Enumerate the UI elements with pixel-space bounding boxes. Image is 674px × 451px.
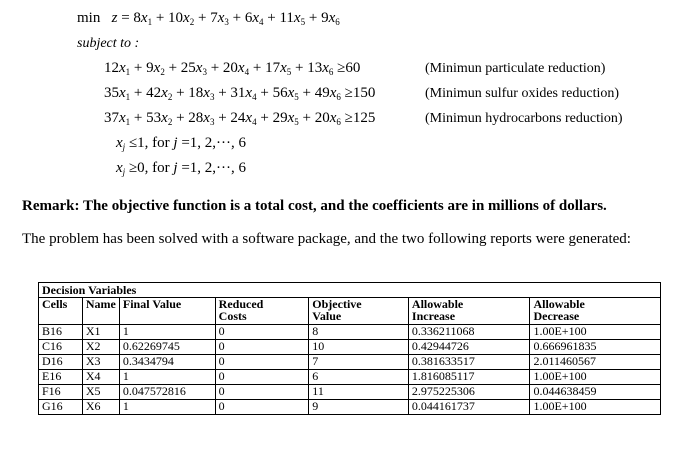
table-cell: 0.044638459 <box>530 385 661 400</box>
bound-row <box>116 160 246 177</box>
variable-index: 1 <box>125 92 131 102</box>
operator: + <box>206 60 223 76</box>
bound-row <box>116 135 246 152</box>
table-cell: X3 <box>82 355 119 370</box>
constraint-row <box>104 60 360 77</box>
table-row <box>39 355 661 370</box>
coefficient: 9 <box>146 60 154 76</box>
coefficient: 42 <box>146 85 162 101</box>
operator: + <box>256 110 273 126</box>
min-keyword: min <box>77 10 101 26</box>
variable-index: 5 <box>286 67 292 77</box>
variable: x <box>245 110 253 126</box>
variable-index: 3 <box>224 17 229 27</box>
coefficient: 20 <box>314 110 330 126</box>
table-cell: E16 <box>39 370 83 385</box>
variable: x <box>328 10 336 26</box>
table-cell: G16 <box>39 400 83 415</box>
table-cell: X1 <box>82 325 119 340</box>
report-caption: Decision Variables <box>39 283 661 298</box>
variable-index: 4 <box>252 92 257 102</box>
variable: x <box>116 160 123 176</box>
relation: ≥ <box>340 110 353 126</box>
coefficient: 13 <box>307 60 323 76</box>
table-cell: F16 <box>39 385 83 400</box>
variable: x <box>140 10 148 26</box>
column-header <box>215 298 309 325</box>
table-cell: X5 <box>82 385 119 400</box>
variable: x <box>280 60 287 76</box>
index-variable: j <box>173 160 178 176</box>
table-cell: 0.336211068 <box>408 325 530 340</box>
objective-function <box>77 10 340 27</box>
coefficient: 10 <box>168 10 184 26</box>
variable: x <box>183 10 190 26</box>
variable-index: j <box>122 142 126 152</box>
variable: x <box>329 110 337 126</box>
coefficient: 11 <box>279 10 294 26</box>
operator: + <box>172 85 189 101</box>
column-header-label: Objective <box>312 297 362 311</box>
column-header <box>82 298 119 325</box>
table-cell: 0.666961835 <box>530 340 661 355</box>
variable: x <box>195 60 203 76</box>
table-cell: 0.381633517 <box>408 355 530 370</box>
table-row <box>39 370 661 385</box>
operator: + <box>263 10 280 26</box>
bound-value: 1, <box>137 135 153 151</box>
column-header <box>530 298 661 325</box>
variable: x <box>153 60 161 76</box>
coefficient: 20 <box>222 60 238 76</box>
variable: x <box>237 60 245 76</box>
operator: + <box>172 110 189 126</box>
variable: x <box>322 60 329 76</box>
table-cell: 0 <box>215 400 309 415</box>
variable-index: 2 <box>167 117 173 127</box>
coefficient: 49 <box>314 85 330 101</box>
column-header-label: Costs <box>218 309 247 323</box>
variable: x <box>287 110 295 126</box>
table-cell: X4 <box>82 370 119 385</box>
bound-value: 0, <box>137 160 153 176</box>
operator: + <box>256 85 273 101</box>
for-keyword: for <box>152 135 174 151</box>
index-variable: j <box>173 135 178 151</box>
column-header-label: Reduced <box>218 297 264 311</box>
coefficient: 18 <box>188 85 204 101</box>
operator: + <box>228 10 245 26</box>
column-header-label: Cells <box>42 297 68 311</box>
variable-index: 1 <box>147 17 153 27</box>
variable-index: 6 <box>328 67 334 77</box>
operator: = <box>117 10 134 26</box>
coefficient: 28 <box>188 110 204 126</box>
coefficient: 9 <box>321 10 329 26</box>
coefficient: 35 <box>104 85 119 101</box>
rhs-value: 125 <box>352 110 376 126</box>
table-row <box>39 325 661 340</box>
column-header <box>309 298 409 325</box>
variable: x <box>217 10 225 26</box>
table-cell: 0.3434794 <box>119 355 215 370</box>
operator: + <box>152 10 169 26</box>
variable: x <box>203 85 210 101</box>
column-header-label: Final Value <box>122 297 182 311</box>
relation: ≥ <box>125 160 138 176</box>
table-cell: 0 <box>215 370 309 385</box>
variable-index: 5 <box>300 17 306 27</box>
column-header-label: Value <box>312 309 342 323</box>
table-cell: 1 <box>119 370 215 385</box>
variable-index: 6 <box>335 17 340 27</box>
table-cell: 1.816085117 <box>408 370 530 385</box>
relation: ≥ <box>333 60 346 76</box>
operator: + <box>130 85 147 101</box>
variable: x <box>329 85 337 101</box>
operator: + <box>130 60 147 76</box>
intro-text: The problem has been solved with a software package, and the two following reports were generated: <box>22 231 631 247</box>
index-range: =1, 2,···, 6 <box>177 135 247 151</box>
constraint-note: (Minimun sulfur oxides reduction) <box>425 86 620 101</box>
variable-index: 4 <box>259 17 264 27</box>
table-cell: 0.047572816 <box>119 385 215 400</box>
rhs-value: 60 <box>345 60 361 76</box>
variable-index: j <box>122 167 126 177</box>
variable-index: 2 <box>160 67 165 77</box>
table-cell: 1.00E+100 <box>530 325 661 340</box>
table-cell: D16 <box>39 355 83 370</box>
operator: + <box>214 85 231 101</box>
variable-index: 3 <box>209 92 215 102</box>
variable-index: 2 <box>167 92 173 102</box>
table-cell: 0 <box>215 340 309 355</box>
variable-index: 4 <box>252 117 257 127</box>
table-row <box>39 385 661 400</box>
constraint-row <box>104 85 375 102</box>
coefficient: 37 <box>104 110 119 126</box>
table-cell: 1 <box>119 325 215 340</box>
decision-variables-report <box>38 282 661 415</box>
variable: x <box>203 110 210 126</box>
table-cell: 0.62269745 <box>119 340 215 355</box>
variable-index: 3 <box>202 67 207 77</box>
constraint-note: (Minimun particulate reduction) <box>425 61 606 76</box>
relation: ≤ <box>125 135 138 151</box>
variable: x <box>293 10 301 26</box>
table-cell: 2.975225306 <box>408 385 530 400</box>
objective-variable: z <box>111 10 118 26</box>
table-cell: 1.00E+100 <box>530 400 661 415</box>
column-header-label: Increase <box>411 309 456 323</box>
column-header-label: Allowable <box>411 297 464 311</box>
variable: x <box>161 110 168 126</box>
coefficient: 17 <box>265 60 281 76</box>
column-header-label: Decrease <box>533 309 580 323</box>
coefficient: 25 <box>180 60 196 76</box>
table-cell: 10 <box>309 340 409 355</box>
table-row <box>39 340 661 355</box>
table-cell: 6 <box>309 370 409 385</box>
variable: x <box>287 85 295 101</box>
column-header <box>39 298 83 325</box>
variable-index: 6 <box>336 92 341 102</box>
variable: x <box>119 110 126 126</box>
table-cell: B16 <box>39 325 83 340</box>
variable-index: 5 <box>294 117 299 127</box>
coefficient: 53 <box>146 110 162 126</box>
coefficient: 31 <box>230 85 246 101</box>
variable-index: 6 <box>336 117 341 127</box>
variable-index: 1 <box>125 67 131 77</box>
operator: + <box>164 60 181 76</box>
table-cell: 0 <box>215 385 309 400</box>
table-cell: 0.42944726 <box>408 340 530 355</box>
remark-text: Remark: The objective function is a total cost, and the coefficients are in millions of dollars. <box>22 198 607 214</box>
table-cell: X2 <box>82 340 119 355</box>
variable-index: 4 <box>244 67 250 77</box>
coefficient: 6 <box>244 10 253 26</box>
report-header-row <box>39 298 661 325</box>
report-body <box>39 325 661 415</box>
relation: ≥ <box>340 85 353 101</box>
coefficient: 29 <box>272 110 288 126</box>
table-row <box>39 400 661 415</box>
variable: x <box>116 135 123 151</box>
coefficient: 8 <box>133 10 141 26</box>
column-header-label: Name <box>85 297 116 311</box>
variable-index: 1 <box>125 117 131 127</box>
variable: x <box>252 10 259 26</box>
table-cell: 9 <box>309 400 409 415</box>
rhs-value: 150 <box>352 85 376 101</box>
variable: x <box>245 85 253 101</box>
objective-terms <box>117 10 339 26</box>
coefficient: 12 <box>104 60 119 76</box>
table-cell: 7 <box>309 355 409 370</box>
coefficient: 24 <box>230 110 246 126</box>
for-keyword: for <box>152 160 174 176</box>
table-cell: 0 <box>215 355 309 370</box>
variable: x <box>119 85 126 101</box>
coefficient: 7 <box>210 10 218 26</box>
index-range: =1, 2,···, 6 <box>177 160 247 176</box>
variable-index: 5 <box>294 92 299 102</box>
variable: x <box>161 85 168 101</box>
constraint-row <box>104 110 375 127</box>
table-cell: 1.00E+100 <box>530 370 661 385</box>
table-cell: C16 <box>39 340 83 355</box>
table-cell: 2.011460567 <box>530 355 661 370</box>
operator: + <box>249 60 266 76</box>
coefficient: 56 <box>272 85 288 101</box>
table-cell: 11 <box>309 385 409 400</box>
operator: + <box>291 60 308 76</box>
operator: + <box>130 110 147 126</box>
column-header <box>119 298 215 325</box>
table-cell: 0.044161737 <box>408 400 530 415</box>
variable-index: 2 <box>189 17 195 27</box>
table-cell: 8 <box>309 325 409 340</box>
table-cell: X6 <box>82 400 119 415</box>
column-header-label: Allowable <box>533 297 585 311</box>
constraint-note: (Minimun hydrocarbons reduction) <box>425 111 623 126</box>
table-cell: 0 <box>215 325 309 340</box>
column-header <box>408 298 530 325</box>
variable-index: 3 <box>209 117 215 127</box>
variable: x <box>119 60 126 76</box>
operator: + <box>214 110 231 126</box>
operator: + <box>298 110 315 126</box>
operator: + <box>194 10 211 26</box>
subject-to-label: subject to : <box>77 36 140 51</box>
table-cell: 1 <box>119 400 215 415</box>
operator: + <box>305 10 322 26</box>
operator: + <box>298 85 315 101</box>
